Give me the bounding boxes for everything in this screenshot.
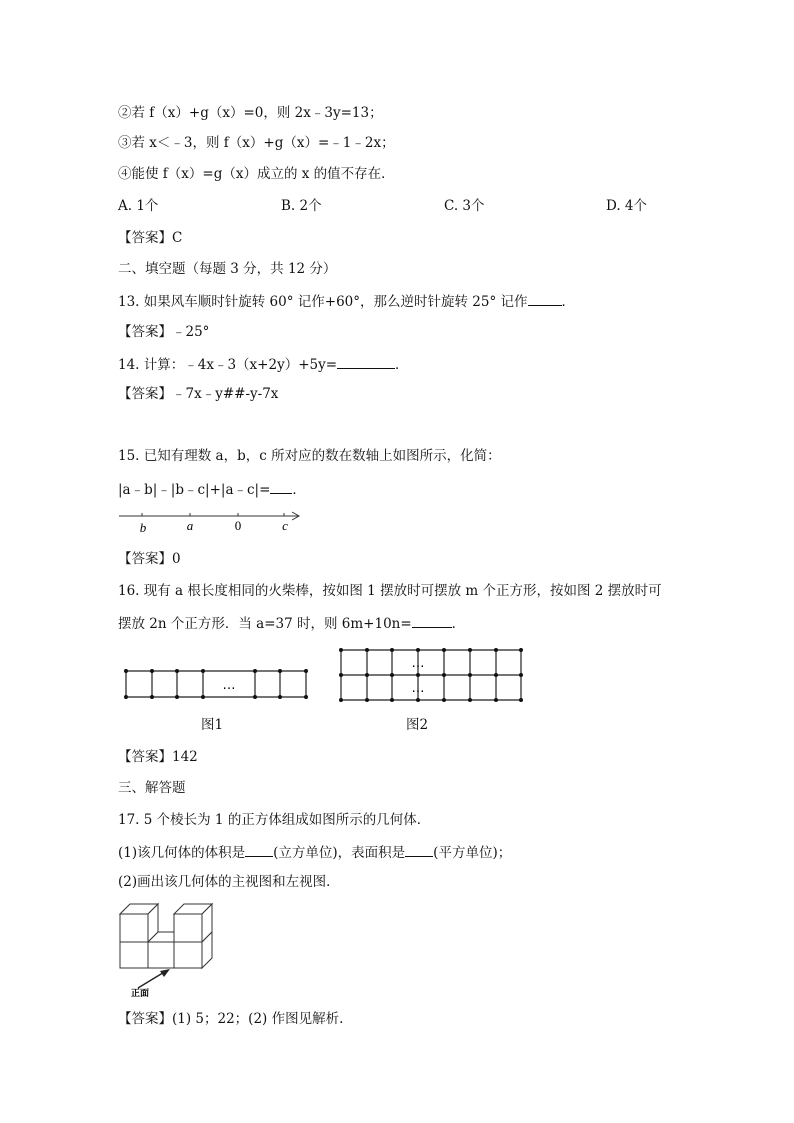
q16-answer: 【答案】142 [118, 749, 198, 765]
q12-statement-3: ③若 x＜﹣3，则 f（x）+g（x）=﹣1﹣2x； [118, 135, 395, 151]
q17-area-blank [405, 842, 433, 857]
q17-answer: 【答案】(1) 5；22；(2) 作图见解析. [118, 1011, 344, 1027]
front-arrow-head [160, 969, 170, 977]
q17-volume-blank [245, 842, 273, 857]
matchstick-figure-2 [338, 647, 528, 705]
q17-part-2: (2)画出该几何体的主视图和左视图． [118, 874, 340, 890]
label-zero: 0 [234, 518, 242, 533]
q12-option-a: A. 1个 [118, 198, 159, 214]
q17-part1-text-a: (1)该几何体的体积是 [118, 845, 246, 861]
q17-part-1 [118, 842, 511, 862]
q14-answer: 【答案】﹣7x﹣y##-y-7x [118, 386, 279, 402]
q16-question-line2 [118, 613, 465, 633]
q13-text: 13. 如果风车顺时针旋转 60° 记作+60°，那么逆时针旋转 25° 记作 [118, 294, 528, 310]
q13-answer: 【答案】﹣25° [118, 324, 210, 340]
fig1-ellipsis: … [222, 678, 236, 693]
q14-question [118, 354, 409, 374]
q15-period: ． [292, 482, 306, 498]
q17-part1-text-b: (立方单位)，表面积是 [273, 845, 406, 861]
q13-period: ． [561, 294, 576, 310]
q15-expression: |a﹣b|﹣|b﹣c|+|a﹣c|= [118, 482, 271, 498]
q15-answer: 【答案】0 [118, 551, 181, 567]
q14-period: ． [395, 357, 409, 373]
fig2-ellipsis-bottom: … [411, 681, 425, 696]
fig1-caption: 图1 [201, 717, 224, 733]
q16-blank [412, 613, 452, 628]
label-a: a [186, 518, 194, 533]
number-line-figure [118, 508, 308, 536]
label-b: b [139, 520, 147, 535]
fig2-ellipsis-top: … [411, 656, 425, 671]
q12-option-b: B. 2个 [281, 198, 322, 214]
q13-blank [528, 291, 562, 306]
section-2-heading: 二、填空题（每题 3 分，共 12 分） [118, 261, 337, 277]
front-label: 正面 [130, 989, 150, 999]
fig2-caption: 图2 [406, 717, 429, 733]
q15-blank [270, 479, 292, 494]
q15-question-line1: 15. 已知有理数 a，b，c 所对应的数在数轴上如图所示，化简： [118, 448, 501, 464]
q17-question-line1: 17. 5 个棱长为 1 的正方体组成如图所示的几何体． [118, 812, 431, 828]
section-3-heading: 三、解答题 [118, 780, 186, 796]
q16-question-line1: 16. 现有 a 根长度相同的火柴棒，按如图 1 摆放时可摆放 m 个正方形，按如图 2 摆放时可 [118, 583, 662, 599]
q12-option-c: C. 3个 [444, 198, 485, 214]
matchstick-figure-1 [124, 668, 310, 704]
q16-text: 摆放 2n 个正方形．当 a=37 时，则 6m+10n= [118, 616, 412, 632]
q17-part1-text-c: (平方单位)； [433, 845, 512, 861]
q12-option-d: D. 4个 [606, 198, 648, 214]
q12-answer: 【答案】C [118, 230, 183, 246]
q14-text: 14. 计算：﹣4x﹣3（x+2y）+5y= [118, 357, 338, 373]
cube-solid-figure [118, 900, 218, 1000]
q16-period: ． [451, 616, 466, 632]
label-c: c [282, 518, 288, 533]
q14-blank [337, 354, 395, 369]
q13-question [118, 291, 575, 311]
q12-statement-2: ②若 f（x）+g（x）=0，则 2x﹣3y=13； [118, 105, 383, 121]
q12-statement-4: ④能使 f（x）=g（x）成立的 x 的值不存在． [118, 166, 395, 182]
q15-question-line2 [118, 479, 306, 499]
